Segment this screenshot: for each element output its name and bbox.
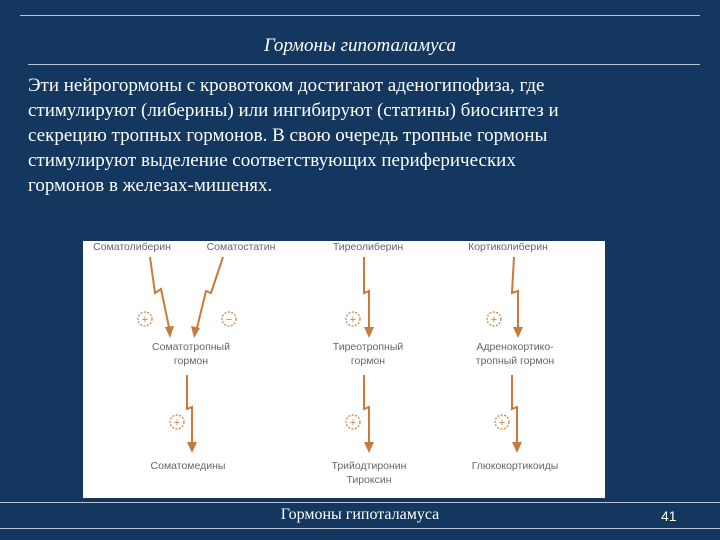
label-somatoliberin: Соматолиберин (93, 241, 171, 253)
label-thyrotropic-hormone-2: гормон (350, 355, 386, 367)
footer-title: Гормоны гипоталамуса (280, 506, 440, 523)
arrowhead-thyroliberin (364, 327, 374, 338)
label-somatostatin: Соматостатин (206, 241, 276, 253)
slide-title: Гормоны гипоталамуса (264, 35, 456, 56)
top-rule (20, 15, 700, 16)
arrowhead-somatoliberin (165, 326, 174, 338)
footer-rule-bottom (0, 528, 720, 529)
hormone-regulation-diagram (83, 241, 605, 498)
label-somatomedins: Соматомедины (150, 460, 226, 472)
label-corticoliberin: Кортиколиберин (468, 241, 548, 253)
label-somatotropic-hormone-1: Соматотропный (152, 341, 230, 353)
arrow-acth (512, 375, 517, 447)
title-underline (28, 64, 700, 65)
arrow-somatostatin (196, 257, 223, 332)
label-acth-1: Адренокортико- (476, 341, 554, 353)
label-triiodothyronine: Трийодтиронин (331, 460, 407, 472)
label-acth-2: тропный гормон (475, 355, 555, 367)
inhibition-minus: − (225, 314, 233, 326)
arrowhead-acth (512, 442, 522, 453)
body-paragraph: Эти нейрогормоны с кровотоком достигают аденогипофиза, где стимулируют (либерины) или ингибируют (статины) биосинтез и секрецию тропных гормонов. В свою очередь тропные гормоны стимулируют выделение соответствующих периферических гормонов в железах-мишенях. (28, 75, 559, 196)
stimulation-plus-4: + (173, 417, 181, 429)
stimulation-plus-5: + (349, 417, 357, 429)
stimulation-plus-2: + (349, 314, 357, 326)
diagram-svg (83, 241, 605, 498)
stimulation-plus-6: + (498, 417, 506, 429)
arrow-thyrotropic (364, 375, 369, 447)
arrowhead-corticoliberin (513, 327, 523, 338)
footer-rule-top (0, 502, 720, 503)
arrow-thyroliberin (364, 257, 369, 332)
arrow-somatotropic (187, 375, 192, 447)
arrowhead-somatotropic (187, 442, 197, 453)
arrowhead-thyrotropic (364, 442, 374, 453)
arrowhead-somatostatin (191, 326, 200, 338)
label-thyroxine: Тироксин (346, 474, 392, 486)
label-thyrotropic-hormone-1: Тиреотропный (332, 341, 404, 353)
label-glucocorticoids: Глюкокортикоиды (471, 460, 559, 472)
stimulation-plus-3: + (490, 314, 498, 326)
stimulation-plus-1: + (141, 314, 149, 326)
label-somatotropic-hormone-2: гормон (173, 355, 209, 367)
label-thyroliberin: Тиреолиберин (332, 241, 404, 253)
page-number: 41 (661, 508, 677, 524)
arrow-corticoliberin (512, 257, 518, 332)
arrow-somatoliberin (150, 257, 170, 332)
